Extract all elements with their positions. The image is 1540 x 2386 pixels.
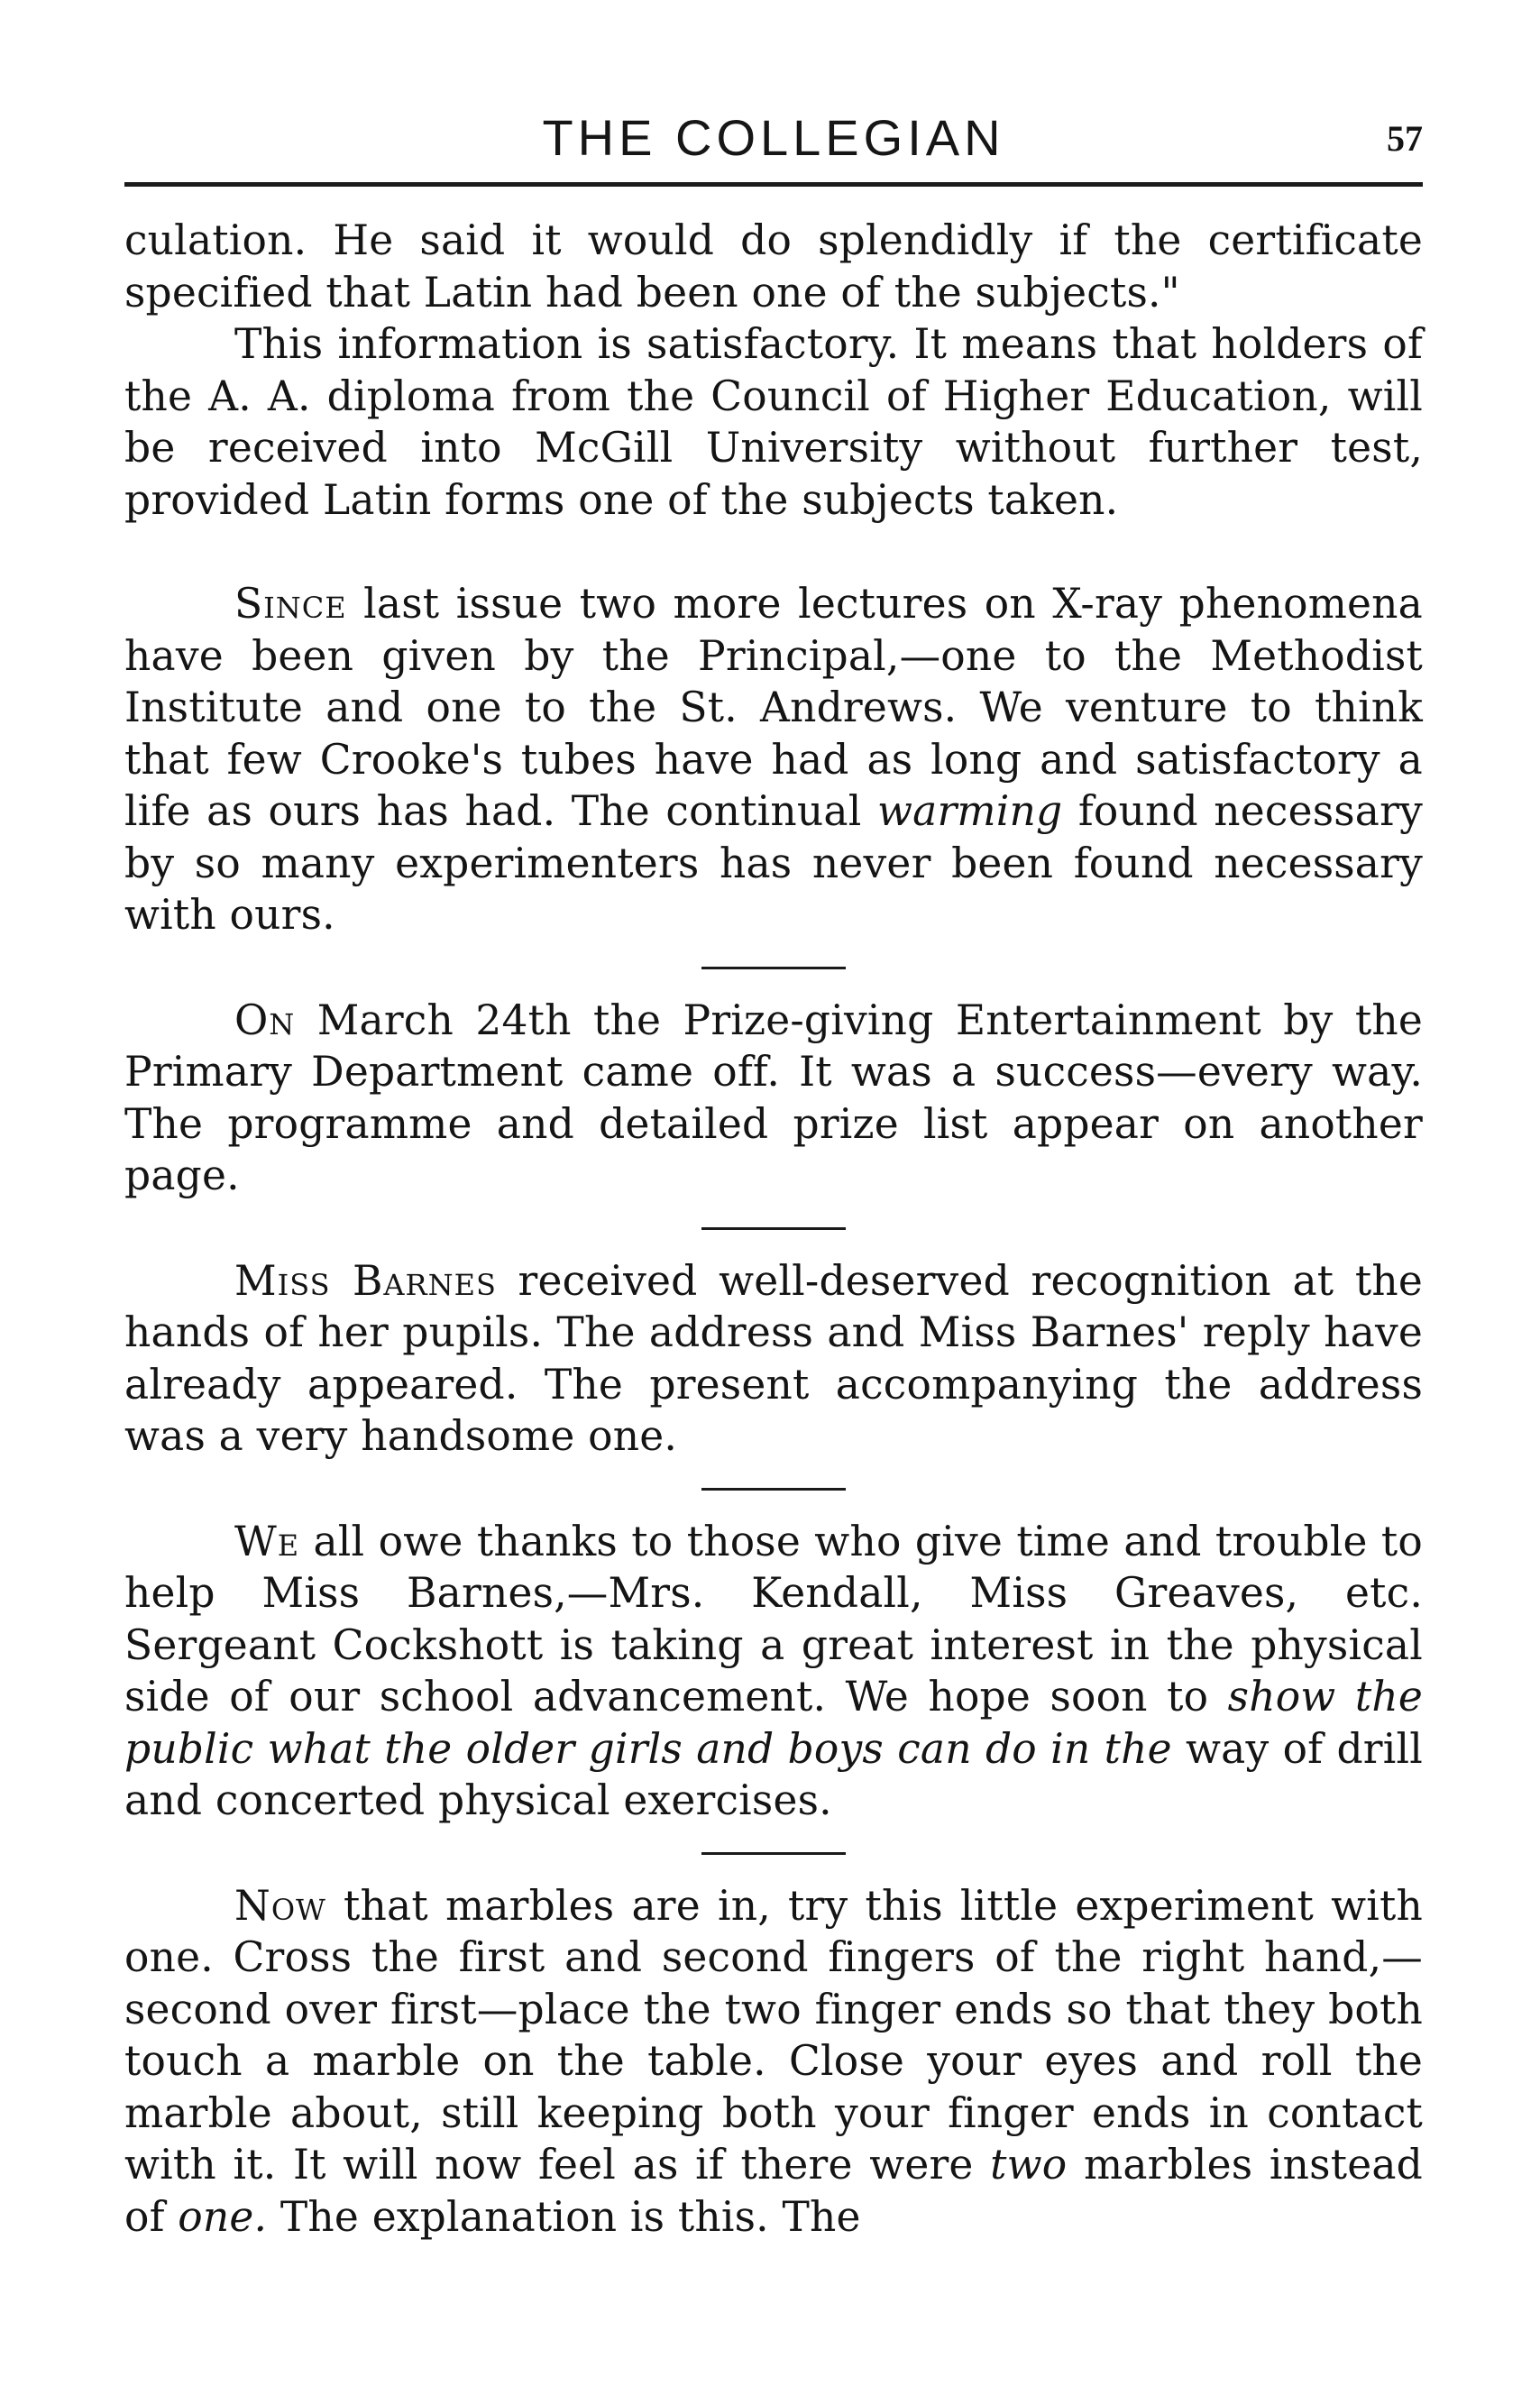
paragraph-6-text: all owe thanks to those who give time and trouble to help Miss Barnes,—Mrs. Kendall, Miss Greaves, etc. Sergeant Cockshott is taking a great interest in the physical side of our school advancement. We hope soon to xyxy=(124,1517,1423,1721)
paragraph-4 xyxy=(124,995,1423,1202)
section-divider xyxy=(701,1227,846,1230)
article-body xyxy=(124,215,1423,2243)
paragraph-6-lead: We xyxy=(234,1517,300,1565)
paragraph-7 xyxy=(124,1880,1423,2244)
paragraph-1-text: culation. He said it would do splendidly if the certificate specified that Latin had been one of the subjects." xyxy=(124,216,1423,317)
paragraph-6-text-end: way of drill and concerted physical exercises. xyxy=(124,1724,1423,1824)
paragraph-7-text-mid: marbles instead of xyxy=(124,2141,1423,2241)
paragraph-3-text-end: found necessary by so many experimenters has never been found necessary with ours. xyxy=(124,787,1423,939)
paragraph-5 xyxy=(124,1255,1423,1463)
paragraph-5-text: received well-deserved recognition at the hands of her pupils. The address and Miss Barnes' reply have already appeared. The present accompanying the address was a very handsome one. xyxy=(124,1256,1424,1460)
paragraph-7-text: that marbles are in, try this little experiment with one. Cross the first and second fingers of the right hand,—second over first—place the two finger ends so that they both touch a marble on the table. Close your eyes and roll the marble about, still keeping both your finger ends in contact with it. It will now feel as if there were xyxy=(124,1881,1423,2189)
paragraph-2 xyxy=(124,318,1423,526)
section-divider xyxy=(701,1488,846,1491)
paragraph-1 xyxy=(124,215,1423,318)
paragraph-3-text: last issue two more lectures on X-ray phenomena have been given by the Principal,—one to the Methodist Institute and one to the St. Andrews. We venture to think that few Crooke's tubes have had as long and satisfactory a life as ours has had. The continual xyxy=(124,580,1423,835)
paragraph-6 xyxy=(124,1516,1423,1827)
paragraph-4-text: March 24th the Prize-giving Entertainment by the Primary Department came off. It was a success—every way. The programme and detailed prize list appear on another page. xyxy=(124,996,1423,1199)
section-divider xyxy=(701,967,846,969)
paragraph-6-emphasis: show the public what the older girls and boys can do in the xyxy=(124,1673,1423,1773)
header-rule xyxy=(124,182,1423,187)
paragraph-3-lead: Since xyxy=(234,580,347,628)
paragraph-4-lead: On xyxy=(234,996,296,1044)
section-divider xyxy=(701,1852,846,1855)
running-head xyxy=(124,106,1423,170)
paragraph-7-text-end: The explanation is this. The xyxy=(267,2192,861,2241)
paragraph-7-lead: Now xyxy=(234,1881,326,1930)
journal-title: THE COLLEGIAN xyxy=(542,109,1005,166)
paragraph-3-emphasis: warming xyxy=(876,787,1063,835)
paragraph-2-text: This information is satisfactory. It means that holders of the A. A. diploma from the Council of Higher Education, will be received into McGill University without further test, provided Latin forms one of the subjects taken. xyxy=(124,320,1423,524)
paragraph-3 xyxy=(124,578,1423,941)
paragraph-gap xyxy=(124,526,1423,578)
paragraph-5-lead: Miss Barnes xyxy=(234,1256,497,1305)
paragraph-7-emphasis: two xyxy=(990,2141,1068,2189)
paragraph-7-emphasis-2: one. xyxy=(178,2192,268,2241)
page-number: 57 xyxy=(1387,118,1423,159)
